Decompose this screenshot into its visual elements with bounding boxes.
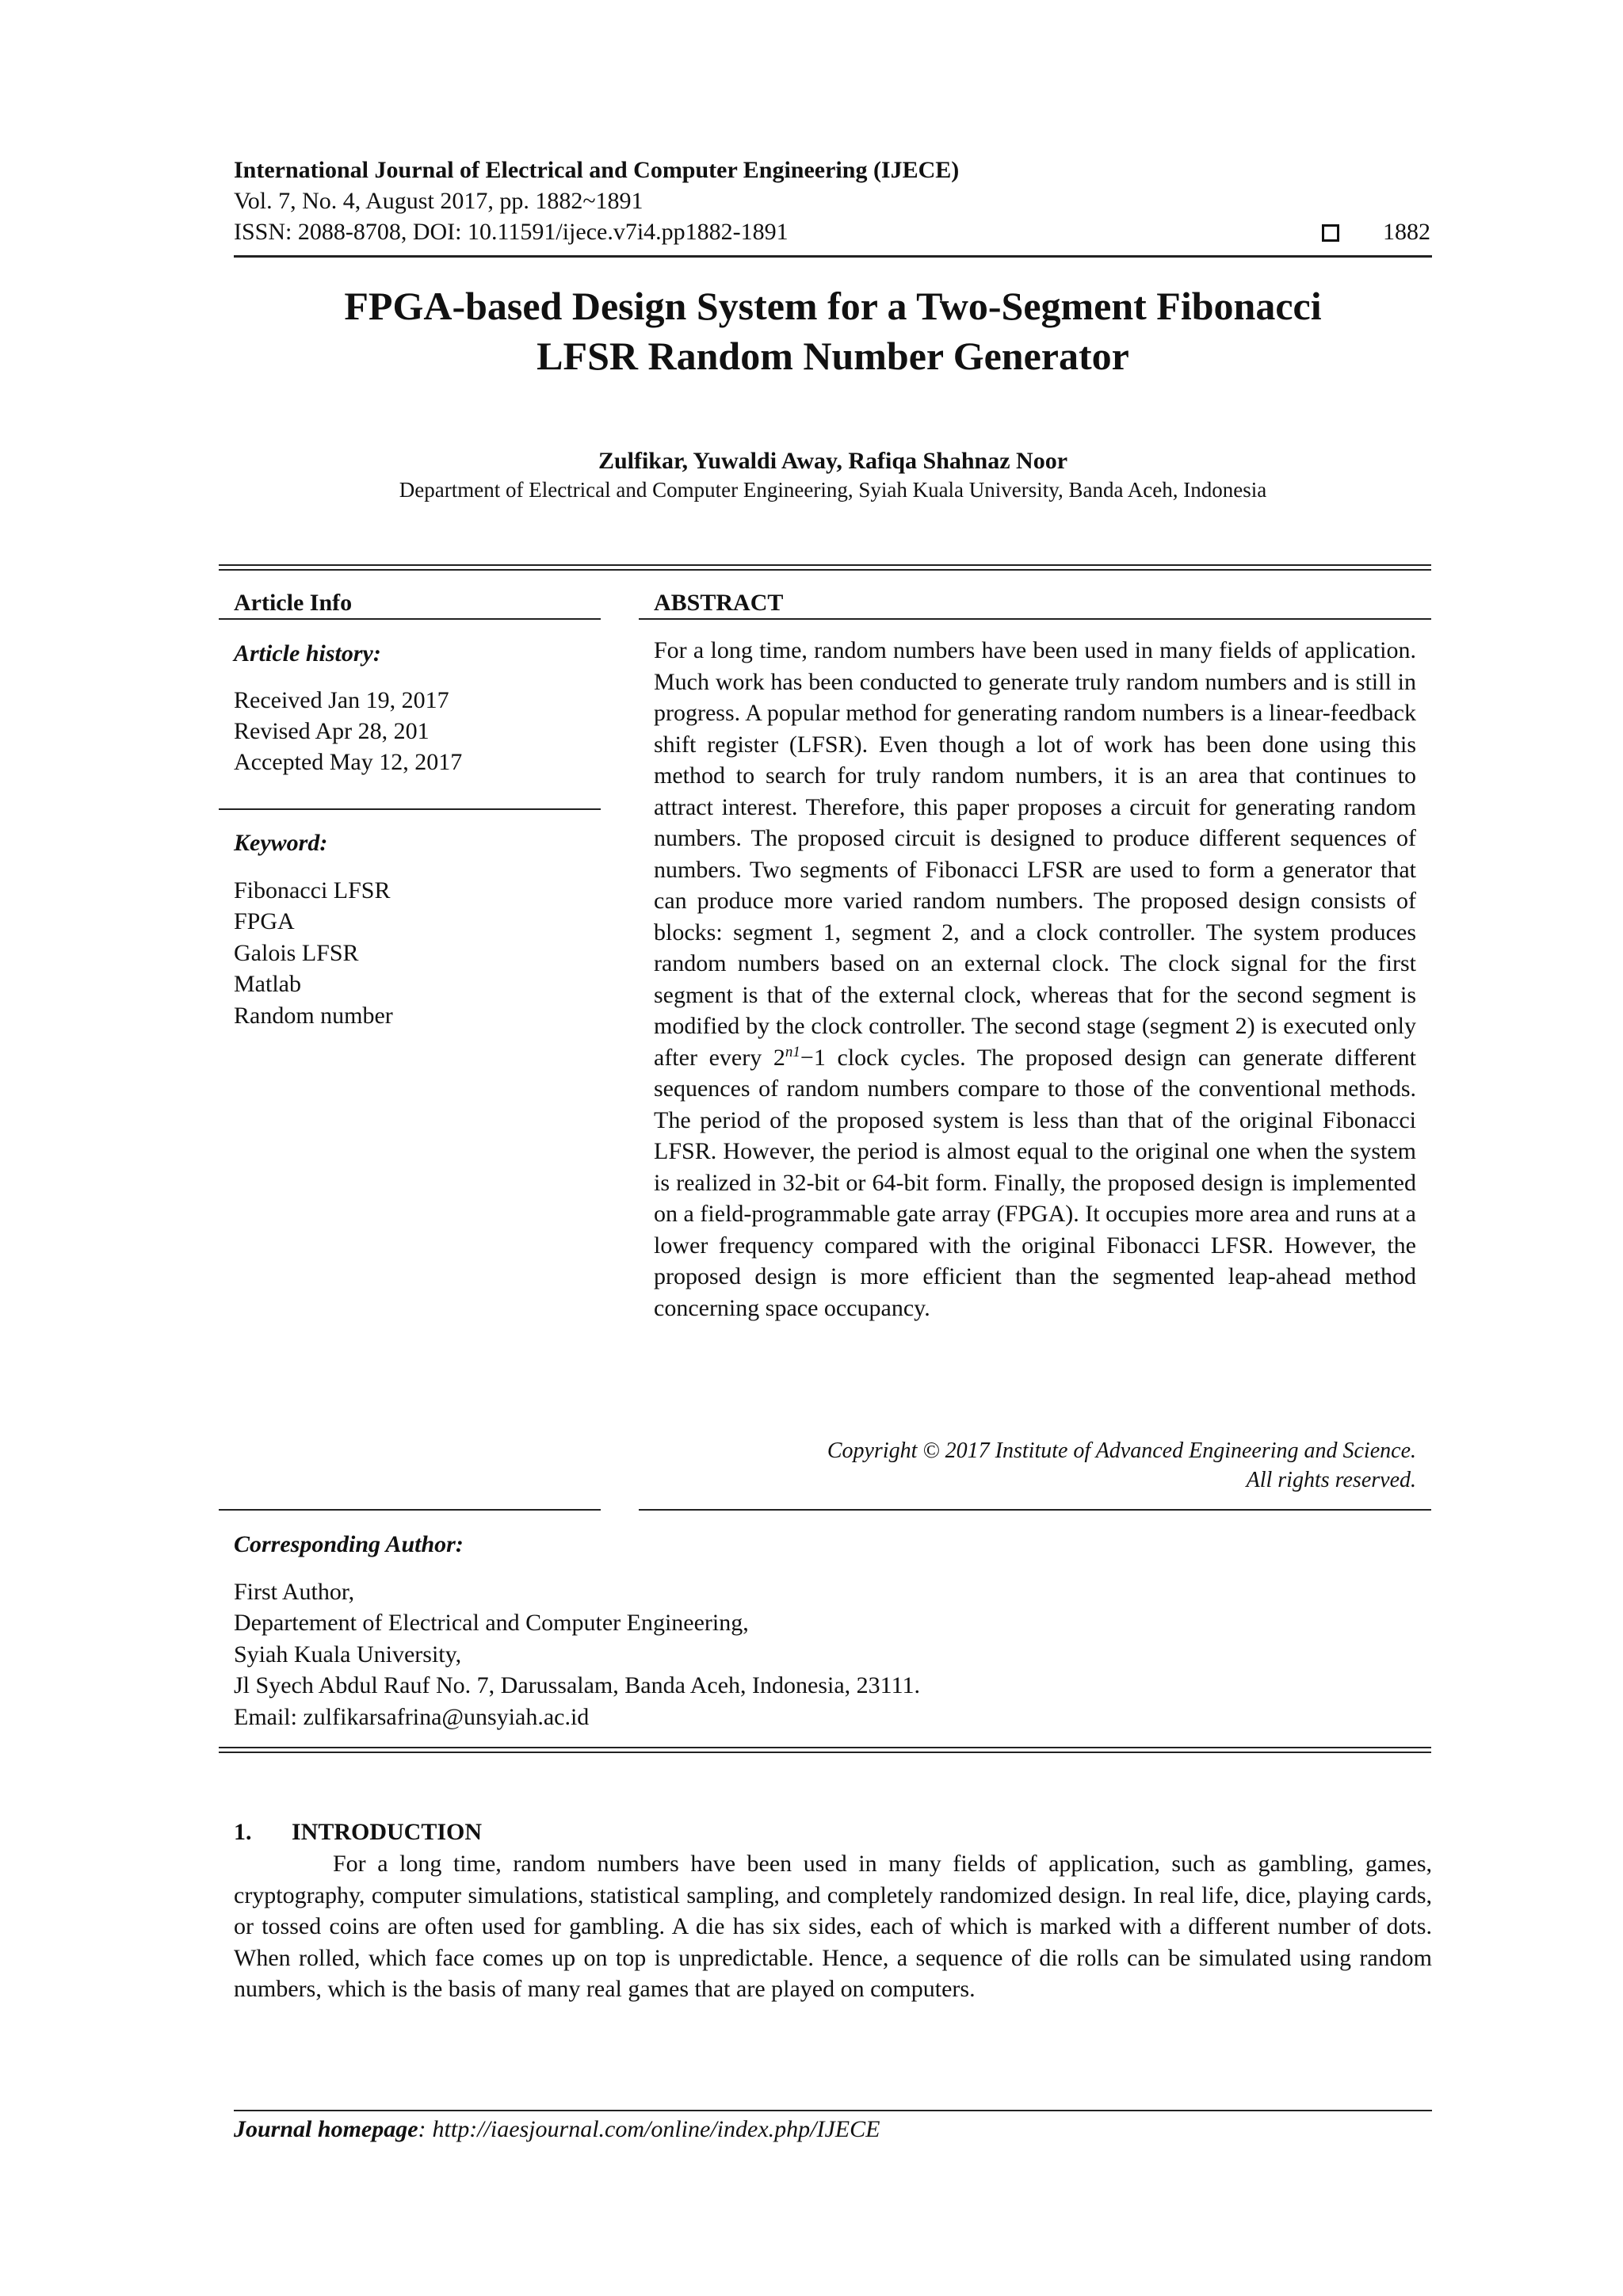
homepage-url[interactable]: http://iaesjournal.com/online/index.php/IJECE	[432, 2116, 880, 2142]
homepage-colon: :	[418, 2116, 426, 2142]
history-received: Received Jan 19, 2017	[234, 687, 449, 713]
corresponding-heading: Corresponding Author:	[234, 1531, 464, 1557]
corresponding-line: Departement of Electrical and Computer Engineering,	[234, 1610, 749, 1636]
paper-title	[158, 281, 1507, 381]
section-heading: INTRODUCTION	[292, 1819, 483, 1845]
keyword-item: Random number	[234, 1003, 393, 1029]
abstract-heading: ABSTRACT	[654, 590, 784, 616]
corresponding-line: Jl Syech Abdul Rauf No. 7, Darussalam, Banda Aceh, Indonesia, 23111.	[234, 1672, 920, 1698]
info-box-bottom-rule-2	[219, 1752, 1431, 1753]
section-number: 1.	[234, 1819, 252, 1845]
journal-name: International Journal of Electrical and Computer Engineering (IJECE)	[234, 157, 960, 183]
page-number: 1882	[1383, 219, 1430, 245]
article-info-rule	[219, 618, 601, 620]
journal-homepage	[234, 2115, 880, 2145]
info-box-top-rule	[219, 564, 1431, 566]
homepage-label: Journal homepage	[234, 2116, 418, 2142]
keyword-item: Galois LFSR	[234, 940, 359, 966]
corresponding-line: Syiah Kuala University,	[234, 1641, 462, 1668]
abstract-bottom-rule	[639, 1509, 1431, 1511]
abstract-superscript: n1	[785, 1043, 800, 1060]
authors: Zulfikar, Yuwaldi Away, Rafiqa Shahnaz Noor	[598, 448, 1068, 474]
article-info-bottom-rule	[219, 1509, 601, 1511]
info-box-bottom-rule	[219, 1747, 1431, 1748]
checkbox-square-icon	[1322, 224, 1339, 242]
keyword-item: FPGA	[234, 908, 295, 934]
history-rule	[219, 808, 601, 810]
affiliation: Department of Electrical and Computer Engineering, Syiah Kuala University, Banda Aceh, Indonesia	[399, 478, 1267, 502]
history-revised: Revised Apr 28, 201	[234, 718, 430, 744]
title-line-2: LFSR Random Number Generator	[537, 334, 1129, 378]
abstract-text-part2: −1 clock cycles. The proposed design can generate different sequences of random numbers compare to those of the conventional methods. The period of the proposed system is less than that of the original Fibonacci LFSR. However, the period is almost equal to the original one when the system is realized in 32-bit or 64-bit form. Finally, the proposed design is implemented on a field-programmable gate array (FPGA). It occupies more area and runs at a lower frequency compared with the original Fibonacci LFSR. However, the proposed design is more efficient than the segmented leap-ahead method concerning space occupancy.	[654, 1044, 1416, 1321]
article-info-heading: Article Info	[234, 590, 353, 616]
history-accepted: Accepted May 12, 2017	[234, 749, 463, 775]
abstract-text-part1: For a long time, random numbers have been used in many fields of application. Much work has been conducted to generate truly random numbers and is still in progress. A popular method for generating random numbers is a linear-feedback shift register (LFSR). Even though a lot of work has been done using this method to search for truly random numbers, it is an area that continues to attract interest. Therefore, this paper proposes a circuit for generating random numbers. The proposed circuit is designed to produce different sequences of numbers. Two segments of Fibonacci LFSR are used to form a generator that can produce more varied random numbers. The proposed design consists of blocks: segment 1, segment 2, and a clock controller. The system produces random numbers based on an external clock. The clock signal for the first segment is that of the external clock, whereas that for the second segment is modified by the clock controller. The second stage (segment 2) is executed only after every 2	[654, 637, 1416, 1071]
introduction-text: For a long time, random numbers have been used in many fields of application, such as gambling, games, cryptography, computer simulations, statistical sampling, and completely randomized design. In real life, dice, playing cards, or tossed coins are often used for gambling. A die has six sides, each of which is marked with a different number of dots. When rolled, which face comes up on top is unpredictable. Hence, a sequence of die rolls can be simulated using random numbers, which is the basis of many real games that are played on computers.	[234, 1851, 1432, 2002]
title-line-1: FPGA-based Design System for a Two-Segment Fibonacci	[344, 284, 1322, 328]
article-history-heading: Article history:	[234, 640, 381, 667]
corresponding-email: Email: zulfikarsafrina@unsyiah.ac.id	[234, 1704, 590, 1730]
issn-doi: ISSN: 2088-8708, DOI: 10.11591/ijece.v7i4.pp1882-1891	[234, 219, 789, 245]
volume-info: Vol. 7, No. 4, August 2017, pp. 1882~1891	[234, 188, 643, 214]
copyright-line-1: Copyright © 2017 Institute of Advanced Engineering and Science.	[827, 1438, 1416, 1463]
info-box-top-rule-2	[219, 569, 1431, 571]
keyword-item: Fibonacci LFSR	[234, 877, 391, 904]
header-rule	[234, 255, 1432, 258]
copyright-line-2: All rights reserved.	[1246, 1468, 1416, 1492]
abstract-rule	[639, 618, 1431, 620]
abstract-text	[654, 635, 1416, 1324]
corresponding-line: First Author,	[234, 1579, 355, 1605]
keyword-heading: Keyword:	[234, 830, 328, 856]
keyword-item: Matlab	[234, 971, 301, 997]
footer-rule	[234, 2110, 1432, 2111]
